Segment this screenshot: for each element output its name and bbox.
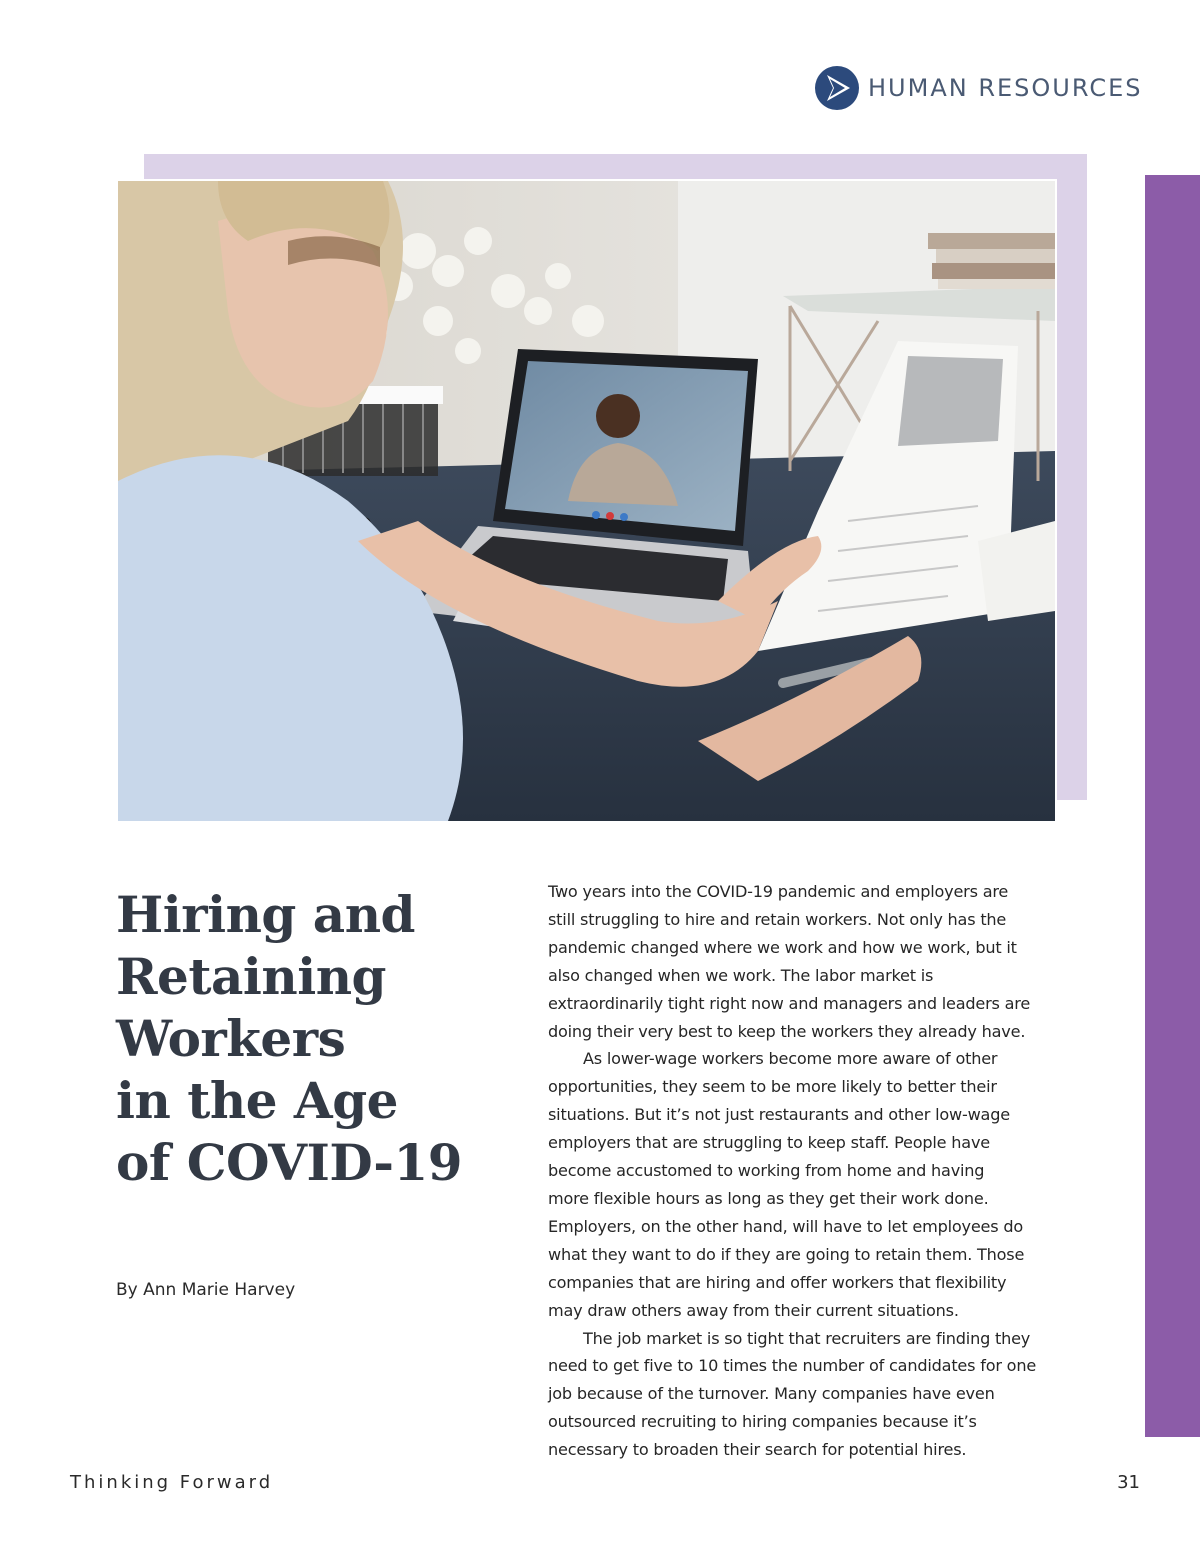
body-line: employers that are struggling to keep staff. People have bbox=[548, 1133, 990, 1153]
body-line: companies that are hiring and offer workers that flexibility bbox=[548, 1272, 1007, 1292]
chevron-circle-logo-icon bbox=[814, 65, 860, 111]
body-line: become accustomed to working from home and having bbox=[548, 1161, 985, 1181]
paragraph bbox=[548, 1325, 1093, 1465]
paragraph bbox=[548, 1045, 1093, 1324]
body-line: Employers, on the other hand, will have to let employees do bbox=[548, 1216, 1023, 1236]
publication-name: Thinking Forward bbox=[70, 1472, 274, 1493]
body-line: necessary to broaden their search for potential hires. bbox=[548, 1440, 967, 1460]
body-line: still struggling to hire and retain workers. Not only has the bbox=[548, 909, 1007, 929]
body-line: extraordinarily tight right now and managers and leaders are bbox=[548, 993, 1031, 1013]
body-line: The job market is so tight that recruiters are finding they bbox=[583, 1328, 1031, 1348]
decorative-purple-bar bbox=[1145, 175, 1200, 1437]
body-line: doing their very best to keep the workers they already have. bbox=[548, 1021, 1026, 1041]
body-line: Two years into the COVID-19 pandemic and employers are bbox=[548, 882, 1009, 901]
paragraph bbox=[548, 878, 1093, 1045]
article-body bbox=[548, 878, 1093, 1464]
body-line: may draw others away from their current situations. bbox=[548, 1300, 959, 1320]
body-line: what they want to do if they are going to retain them. Those bbox=[548, 1244, 1025, 1264]
body-line: opportunities, they seem to be more likely to better their bbox=[548, 1077, 997, 1097]
title-line: Retaining bbox=[116, 947, 387, 1006]
section-header bbox=[814, 64, 1143, 112]
byline: By Ann Marie Harvey bbox=[116, 1280, 296, 1300]
title-line: Workers bbox=[116, 1009, 346, 1068]
body-line: also changed when we work. The labor market is bbox=[548, 965, 934, 985]
title-line: Hiring and bbox=[116, 885, 416, 944]
body-line: job because of the turnover. Many companies have even bbox=[548, 1384, 995, 1404]
article-photo bbox=[116, 179, 1057, 823]
body-line: As lower-wage workers become more aware of other bbox=[583, 1049, 998, 1069]
body-line: need to get five to 10 times the number of candidates for one bbox=[548, 1356, 1037, 1376]
body-line: outsourced recruiting to hiring companies because it’s bbox=[548, 1412, 977, 1432]
body-line: situations. But it’s not just restaurants and other low-wage bbox=[548, 1105, 1010, 1125]
page-number: 31 bbox=[1117, 1472, 1140, 1493]
photo-woman-video-interview-icon bbox=[118, 181, 1055, 821]
title-line: in the Age bbox=[116, 1071, 398, 1130]
body-line: pandemic changed where we work and how we work, but it bbox=[548, 937, 1017, 957]
title-line: of COVID-19 bbox=[116, 1133, 463, 1192]
article-title bbox=[116, 884, 496, 1194]
body-line: more flexible hours as long as they get their work done. bbox=[548, 1188, 989, 1208]
section-label: HUMAN RESOURCES bbox=[868, 74, 1143, 102]
